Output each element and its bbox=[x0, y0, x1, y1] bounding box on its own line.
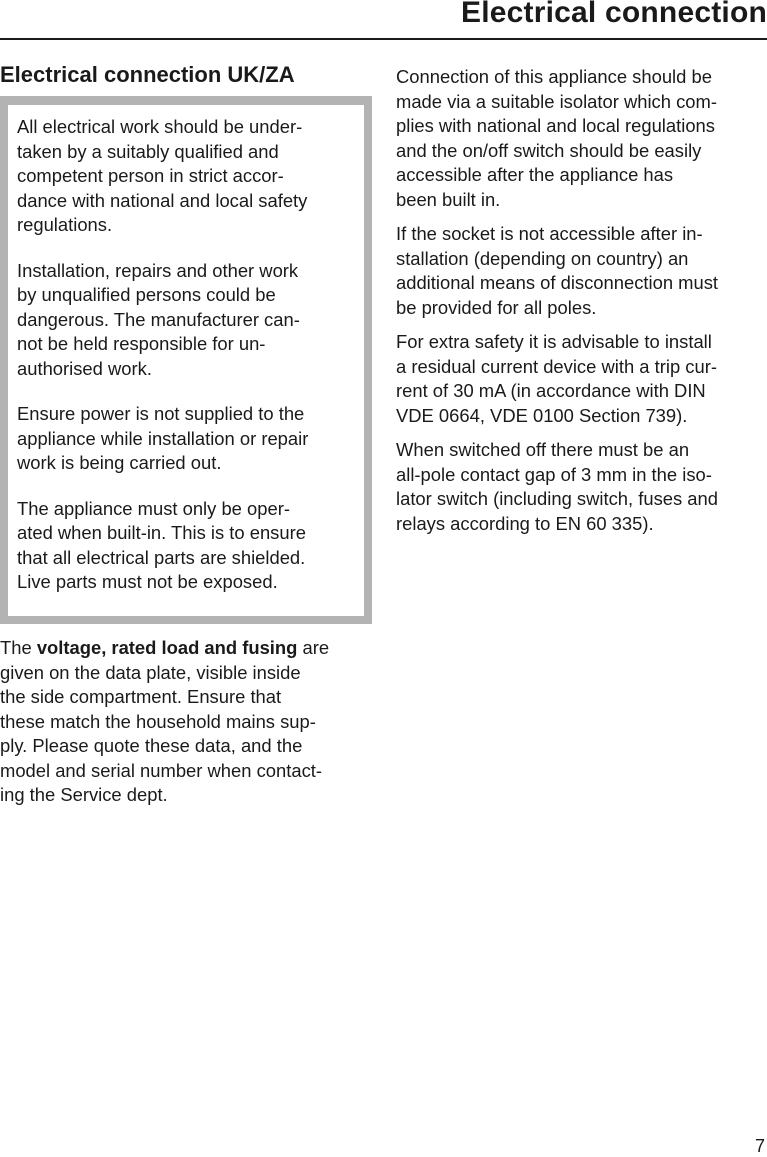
body-paragraph: If the socket is not accessible after in- stallation (depending on country) an additional means of disconnection must be provided for all poles. bbox=[396, 223, 719, 318]
paragraph-lead: The bbox=[0, 637, 37, 658]
page-header-title: Electrical connection bbox=[461, 0, 767, 29]
section-title: Electrical connection UK/ZA bbox=[0, 62, 295, 87]
body-paragraph: When switched off there must be an all-pole contact gap of 3 mm in the iso- lator switch (including switch, fuses and relays according to EN 60 335). bbox=[396, 439, 718, 534]
right-column bbox=[396, 65, 767, 546]
warning-paragraph: The appliance must only be oper- ated when built-in. This is to ensure that all electrical parts are shielded. Live parts must not be exposed. bbox=[17, 497, 306, 592]
warning-paragraph: Ensure power is not supplied to the appliance while installation or repair work is being carried out. bbox=[17, 403, 309, 473]
warning-paragraph: Installation, repairs and other work by unqualified persons could be dangerous. The manufacturer can- not be held responsible for un- authorised work. bbox=[17, 259, 300, 379]
warning-box bbox=[0, 96, 372, 624]
paragraph-emphasis: voltage, rated load and fusing bbox=[36, 637, 298, 658]
body-paragraph: For extra safety it is advisable to install a residual current device with a trip cur- rent of 30 mA (in accordance with DIN VDE 0664, VDE 0100 Section 739). bbox=[396, 331, 717, 426]
body-paragraph: Connection of this appliance should be made via a suitable isolator which com- plies with national and local regulations and the on/off switch should be easily accessible after the appliance has been built in. bbox=[396, 66, 717, 210]
page-number: 7 bbox=[754, 1136, 765, 1156]
warning-paragraph: All electrical work should be under- taken by a suitably qualified and competent person in strict accor- dance with national and local safety regulations. bbox=[17, 116, 308, 235]
data-plate-paragraph bbox=[0, 636, 372, 808]
warning-box-content bbox=[8, 105, 364, 616]
header-divider bbox=[0, 38, 767, 40]
paragraph-rest: are given on the data plate, visible inside the side compartment. Ensure that these match the household mains sup- ply. Please quote these data, and the model and serial number when contact- ing the Service dept. bbox=[0, 637, 330, 805]
